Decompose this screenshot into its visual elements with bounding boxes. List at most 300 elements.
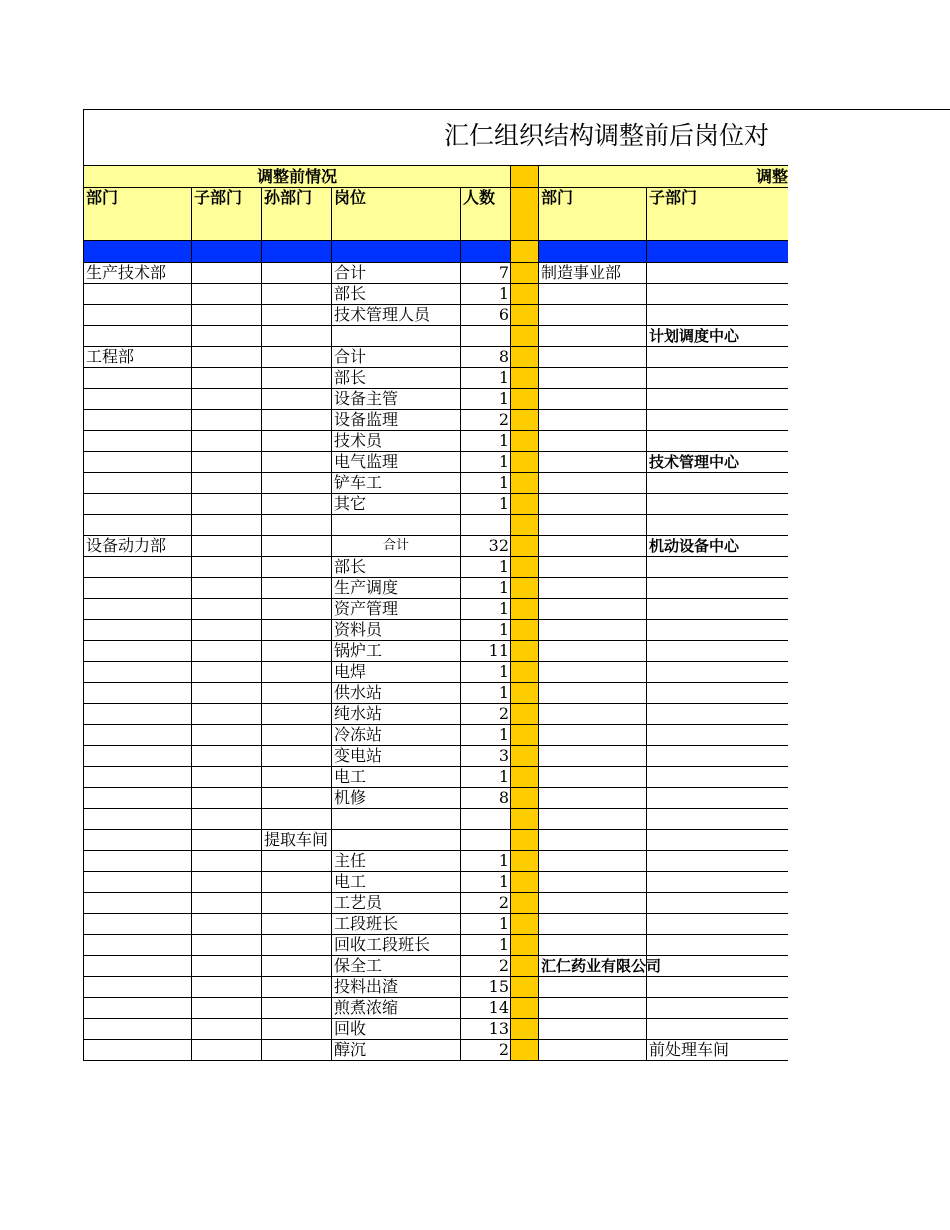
cell-subsub-dept[interactable] [262,536,332,557]
cell-count[interactable]: 1 [461,935,511,956]
table-row [84,998,789,1019]
cell-subsub-dept[interactable] [262,1019,332,1040]
cell-sub-dept[interactable] [192,641,262,662]
cell-new-dept[interactable] [539,956,662,977]
cell-new-dept[interactable] [539,284,647,305]
cell-dept[interactable] [84,683,192,704]
cell-new-sub-dept[interactable] [647,683,789,704]
cell-sub-dept[interactable] [192,347,262,368]
cell-dept[interactable] [84,1019,192,1040]
cell-new-sub-dept[interactable] [647,746,789,767]
header-dept[interactable]: 部门 [84,188,192,241]
cell-subsub-dept[interactable] [262,683,332,704]
cell-sub-dept[interactable] [192,662,262,683]
cell-new-sub-dept[interactable] [647,473,789,494]
cell-count[interactable]: 1 [461,473,511,494]
cell-sub-dept[interactable] [192,956,262,977]
cell-new-dept[interactable] [539,305,647,326]
cell-new-dept[interactable] [539,830,647,851]
cell-count[interactable]: 2 [461,1040,511,1061]
cell-count[interactable]: 1 [461,557,511,578]
cell-count[interactable]: 6 [461,305,511,326]
separator-cell [511,746,539,767]
cell-new-dept[interactable] [539,1040,647,1061]
cell-post[interactable] [332,809,461,830]
cell-sub-dept[interactable] [192,809,262,830]
cell-dept[interactable] [84,872,192,893]
cell-dept[interactable] [84,410,192,431]
cell-new-dept[interactable] [539,725,647,746]
separator-cell [511,326,539,347]
cell-new-dept[interactable] [539,263,647,284]
cell-new-dept[interactable] [539,326,647,347]
cell-post[interactable]: 部长 [332,368,461,389]
cell-new-dept[interactable] [539,977,647,998]
cell-dept[interactable] [84,389,192,410]
cell-dept[interactable] [84,494,192,515]
section-after[interactable]: 调整 [539,166,789,188]
cell-dept[interactable] [84,620,192,641]
table-row [84,326,789,347]
cell-new-sub-dept[interactable] [647,599,789,620]
cell-new-dept[interactable] [539,851,647,872]
cell-dept[interactable] [84,767,192,788]
cell-new-dept[interactable] [539,494,647,515]
cell-count[interactable] [461,515,511,536]
cell-subsub-dept[interactable] [262,914,332,935]
cell-subsub-dept[interactable] [262,641,332,662]
header-subsub-dept[interactable]: 孙部门 [262,188,332,241]
cell-subsub-dept[interactable] [262,515,332,536]
cell-count[interactable] [461,830,511,851]
cell-post[interactable]: 电工 [332,872,461,893]
cell-count[interactable]: 1 [461,662,511,683]
cell-sub-dept[interactable] [192,599,262,620]
cell-subsub-dept[interactable] [262,809,332,830]
cell-sub-dept[interactable] [192,305,262,326]
cell-dept[interactable] [84,956,192,977]
cell-new-sub-dept[interactable] [647,347,789,368]
cell-count[interactable]: 1 [461,872,511,893]
cell-sub-dept[interactable] [192,872,262,893]
cell-new-dept[interactable] [539,872,647,893]
section-before[interactable]: 调整前情况 [84,166,511,188]
table-row [84,431,789,452]
cell-new-dept[interactable] [539,536,647,557]
cell-new-sub-dept[interactable] [647,515,789,536]
cell-dept[interactable]: 设备动力部 [84,536,192,557]
cell-count[interactable]: 1 [461,452,511,473]
table-row [84,473,789,494]
cell-subsub-dept[interactable] [262,410,332,431]
cell-count[interactable]: 8 [461,347,511,368]
cell-count[interactable]: 8 [461,788,511,809]
cell-dept[interactable] [84,326,192,347]
cell-new-sub-dept[interactable] [647,557,789,578]
cell-new-sub-dept[interactable] [647,431,789,452]
cell-post[interactable]: 合计 [332,536,461,557]
cell-subsub-dept[interactable] [262,872,332,893]
separator-cell [511,935,539,956]
cell-new-sub-dept[interactable] [647,494,789,515]
cell-post[interactable]: 合计 [332,347,461,368]
cell-post[interactable]: 合计 [332,263,461,284]
cell-subsub-dept[interactable] [262,851,332,872]
cell-new-sub-dept[interactable] [647,410,789,431]
cell-new-sub-dept[interactable] [647,935,789,956]
cell-post[interactable]: 资产管理 [332,599,461,620]
cell-new-sub-dept[interactable] [647,641,789,662]
table-row [84,263,789,284]
cell-new-dept[interactable] [539,452,647,473]
cell-sub-dept[interactable] [192,998,262,1019]
cell-count[interactable]: 14 [461,998,511,1019]
cell-new-dept[interactable] [539,410,647,431]
cell-new-dept[interactable] [539,620,647,641]
cell-count[interactable]: 1 [461,494,511,515]
cell-new-dept[interactable] [539,998,647,1019]
cell-sub-dept[interactable] [192,746,262,767]
cell-new-dept[interactable] [539,893,647,914]
cell-new-sub-dept[interactable] [647,662,789,683]
cell-count[interactable]: 32 [461,536,511,557]
cell-new-dept[interactable] [539,368,647,389]
cell-subsub-dept[interactable] [262,998,332,1019]
cell-new-sub-dept[interactable] [647,704,789,725]
cell-sub-dept[interactable] [192,494,262,515]
separator-cell [511,956,539,977]
cell-post[interactable]: 冷冻站 [332,725,461,746]
cell-sub-dept[interactable] [192,725,262,746]
cell-dept[interactable] [84,557,192,578]
cell-new-sub-dept[interactable] [647,368,789,389]
cell-count[interactable]: 13 [461,1019,511,1040]
cell-sub-dept[interactable] [192,1040,262,1061]
cell-dept[interactable]: 工程部 [84,347,192,368]
cell-sub-dept[interactable] [192,473,262,494]
cell-post[interactable]: 技术管理人员 [332,305,461,326]
cell-subsub-dept[interactable] [262,494,332,515]
cell-post[interactable]: 生产调度 [332,578,461,599]
cell-dept[interactable] [84,431,192,452]
cell-dept[interactable] [84,284,192,305]
separator-cell [511,1019,539,1040]
cell-subsub-dept[interactable] [262,557,332,578]
cell-sub-dept[interactable] [192,788,262,809]
cell-subsub-dept[interactable] [262,284,332,305]
cell-subsub-dept[interactable] [262,704,332,725]
cell-post[interactable]: 煎煮浓缩 [332,998,461,1019]
cell-post[interactable]: 主任 [332,851,461,872]
cell-subsub-dept[interactable] [262,473,332,494]
cell-post[interactable] [332,515,461,536]
cell-post[interactable]: 回收工段班长 [332,935,461,956]
cell-count[interactable]: 3 [461,746,511,767]
cell-dept[interactable] [84,599,192,620]
cell-new-dept[interactable] [539,914,647,935]
cell-dept[interactable] [84,851,192,872]
cell-sub-dept[interactable] [192,851,262,872]
cell-new-sub-dept[interactable] [647,998,789,1019]
cell-subsub-dept[interactable] [262,662,332,683]
cell-post[interactable]: 锅炉工 [332,641,461,662]
cell-new-sub-dept[interactable] [647,872,789,893]
cell-new-sub-dept[interactable] [647,284,789,305]
cell-sub-dept[interactable] [192,515,262,536]
cell-count[interactable]: 1 [461,620,511,641]
cell-new-dept[interactable] [539,599,647,620]
cell-count[interactable]: 2 [461,956,511,977]
cell-sub-dept[interactable] [192,431,262,452]
cell-subsub-dept[interactable] [262,830,332,851]
cell-count[interactable]: 7 [461,263,511,284]
cell-post[interactable]: 技术员 [332,431,461,452]
cell-sub-dept[interactable] [192,368,262,389]
cell-post[interactable]: 其它 [332,494,461,515]
cell-subsub-dept[interactable] [262,620,332,641]
cell-count[interactable]: 2 [461,893,511,914]
cell-new-sub-dept[interactable] [647,1019,789,1040]
cell-dept[interactable] [84,1040,192,1061]
cell-new-dept[interactable] [539,578,647,599]
cell-dept[interactable] [84,473,192,494]
cell-subsub-dept[interactable] [262,977,332,998]
cell-new-sub-dept[interactable] [647,851,789,872]
cell-new-sub-dept[interactable] [647,830,789,851]
cell-sub-dept[interactable] [192,410,262,431]
cell-new-sub-dept[interactable] [647,725,789,746]
cell-post[interactable]: 醇沉 [332,1040,461,1061]
cell-new-dept[interactable] [539,1019,647,1040]
cell-new-sub-dept[interactable] [647,914,789,935]
cell-sub-dept[interactable] [192,326,262,347]
cell-new-sub-dept[interactable]: 技术管理中心 [647,452,789,473]
cell-sub-dept[interactable] [192,935,262,956]
cell-subsub-dept[interactable] [262,326,332,347]
cell-count[interactable] [461,326,511,347]
cell-dept[interactable] [84,809,192,830]
cell-count[interactable]: 1 [461,368,511,389]
cell-dept[interactable] [84,368,192,389]
cell-dept[interactable] [84,830,192,851]
cell-dept[interactable] [84,662,192,683]
table-row [84,830,789,851]
cell-post[interactable]: 工段班长 [332,914,461,935]
cell-subsub-dept[interactable] [262,956,332,977]
cell-new-dept[interactable] [539,788,647,809]
cell-subsub-dept[interactable] [262,893,332,914]
cell-subsub-dept[interactable] [262,599,332,620]
cell-new-sub-dept[interactable] [647,977,789,998]
cell-sub-dept[interactable] [192,977,262,998]
cell-sub-dept[interactable] [192,767,262,788]
cell-sub-dept[interactable] [192,1019,262,1040]
cell-count[interactable]: 1 [461,284,511,305]
cell-new-dept[interactable] [539,473,647,494]
cell-post[interactable]: 电工 [332,767,461,788]
cell-subsub-dept[interactable] [262,746,332,767]
cell-new-dept[interactable] [539,347,647,368]
blue-cell [647,241,789,263]
separator-cell [511,998,539,1019]
cell-new-dept[interactable] [539,809,647,830]
cell-sub-dept[interactable] [192,263,262,284]
cell-dept[interactable] [84,893,192,914]
cell-subsub-dept[interactable] [262,389,332,410]
cell-dept[interactable] [84,452,192,473]
cell-post[interactable]: 部长 [332,284,461,305]
cell-count[interactable]: 1 [461,578,511,599]
cell-post[interactable]: 投料出渣 [332,977,461,998]
cell-subsub-dept[interactable] [262,368,332,389]
cell-dept[interactable] [84,935,192,956]
table-row [84,893,789,914]
cell-post[interactable]: 供水站 [332,683,461,704]
cell-count[interactable]: 1 [461,599,511,620]
cell-dept[interactable] [84,641,192,662]
header-count[interactable]: 人数 [461,188,511,241]
cell-count[interactable] [461,809,511,830]
cell-new-sub-dept[interactable] [647,578,789,599]
cell-dept[interactable]: 生产技术部 [84,263,192,284]
header-sub-dept[interactable]: 子部门 [192,188,262,241]
cell-new-sub-dept[interactable]: 机动设备中心 [647,536,789,557]
cell-dept[interactable] [84,746,192,767]
cell-subsub-dept[interactable] [262,935,332,956]
cell-dept[interactable] [84,578,192,599]
cell-post[interactable]: 铲车工 [332,473,461,494]
cell-new-sub-dept[interactable]: 计划调度中心 [647,326,789,347]
cell-post[interactable]: 电气监理 [332,452,461,473]
cell-post[interactable]: 电焊 [332,662,461,683]
cell-post[interactable]: 设备主管 [332,389,461,410]
separator-cell [511,473,539,494]
cell-sub-dept[interactable] [192,704,262,725]
header-new-sub-dept[interactable]: 子部门 [647,188,789,241]
cell-post[interactable]: 回收 [332,1019,461,1040]
cell-sub-dept[interactable] [192,578,262,599]
table-row [84,725,789,746]
cell-sub-dept[interactable] [192,683,262,704]
header-new-dept[interactable]: 部门 [539,188,647,241]
cell-post[interactable]: 纯水站 [332,704,461,725]
cell-post[interactable]: 设备监理 [332,410,461,431]
cell-new-sub-dept[interactable] [647,767,789,788]
cell-sub-dept[interactable] [192,452,262,473]
cell-post[interactable]: 变电站 [332,746,461,767]
cell-post[interactable]: 资料员 [332,620,461,641]
separator-cell [511,431,539,452]
cell-count[interactable]: 2 [461,704,511,725]
cell-count[interactable]: 1 [461,389,511,410]
cell-new-dept[interactable] [539,515,647,536]
cell-post[interactable]: 机修 [332,788,461,809]
cell-post[interactable] [332,326,461,347]
cell-subsub-dept[interactable] [262,767,332,788]
separator-cell [511,599,539,620]
cell-post[interactable] [332,830,461,851]
cell-subsub-text: 提取车间 [264,830,329,849]
cell-count[interactable]: 1 [461,914,511,935]
cell-count[interactable]: 1 [461,725,511,746]
cell-new-dept[interactable] [539,557,647,578]
cell-new-dept[interactable] [539,683,647,704]
blue-cell [332,241,461,263]
cell-sub-dept[interactable] [192,389,262,410]
cell-subsub-dept[interactable] [262,347,332,368]
separator-cell [511,620,539,641]
cell-count[interactable]: 1 [461,683,511,704]
cell-post[interactable]: 保全工 [332,956,461,977]
cell-dept[interactable] [84,515,192,536]
cell-new-sub-dept[interactable] [647,809,789,830]
cell-subsub-dept[interactable] [262,1040,332,1061]
cell-new-dept[interactable] [539,935,647,956]
cell-new-sub-dept[interactable] [647,263,789,284]
cell-subsub-dept[interactable] [262,788,332,809]
cell-sub-dept[interactable] [192,557,262,578]
cell-new-sub-dept[interactable] [647,620,789,641]
cell-dept[interactable] [84,725,192,746]
cell-count[interactable]: 1 [461,851,511,872]
separator-cell [511,515,539,536]
cell-new-dept[interactable] [539,746,647,767]
cell-new-dept[interactable] [539,389,647,410]
cell-sub-dept[interactable] [192,893,262,914]
cell-subsub-dept[interactable] [262,452,332,473]
cell-dept[interactable] [84,998,192,1019]
cell-new-dept[interactable] [539,641,647,662]
cell-subsub-dept[interactable] [262,725,332,746]
header-post[interactable]: 岗位 [332,188,461,241]
cell-new-sub-dept[interactable] [647,389,789,410]
cell-count[interactable]: 15 [461,977,511,998]
cell-dept[interactable] [84,788,192,809]
cell-dept[interactable] [84,977,192,998]
cell-new-sub-dept[interactable] [647,956,789,977]
cell-sub-dept[interactable] [192,830,262,851]
cell-subsub-dept[interactable] [262,431,332,452]
cell-sub-dept[interactable] [192,620,262,641]
cell-new-dept[interactable] [539,704,647,725]
cell-new-dept[interactable] [539,431,647,452]
cell-count[interactable]: 2 [461,410,511,431]
cell-sub-dept[interactable] [192,284,262,305]
cell-new-dept[interactable] [539,662,647,683]
cell-subsub-dept[interactable] [262,263,332,284]
cell-count[interactable]: 11 [461,641,511,662]
table-row [84,305,789,326]
cell-count[interactable]: 1 [461,431,511,452]
cell-dept[interactable] [84,305,192,326]
cell-new-sub-dept[interactable] [647,305,789,326]
cell-new-sub-dept[interactable] [647,893,789,914]
cell-dept[interactable] [84,914,192,935]
cell-new-sub-dept[interactable]: 前处理车间 [647,1040,789,1061]
cell-count[interactable]: 1 [461,767,511,788]
header-row [84,188,789,241]
cell-post[interactable]: 工艺员 [332,893,461,914]
cell-new-sub-dept[interactable] [647,788,789,809]
cell-subsub-dept[interactable] [262,578,332,599]
cell-post[interactable]: 部长 [332,557,461,578]
cell-sub-dept[interactable] [192,914,262,935]
cell-subsub-dept[interactable] [262,305,332,326]
cell-new-dept[interactable] [539,767,647,788]
cell-sub-dept[interactable] [192,536,262,557]
cell-dept[interactable] [84,704,192,725]
separator-cell [511,410,539,431]
